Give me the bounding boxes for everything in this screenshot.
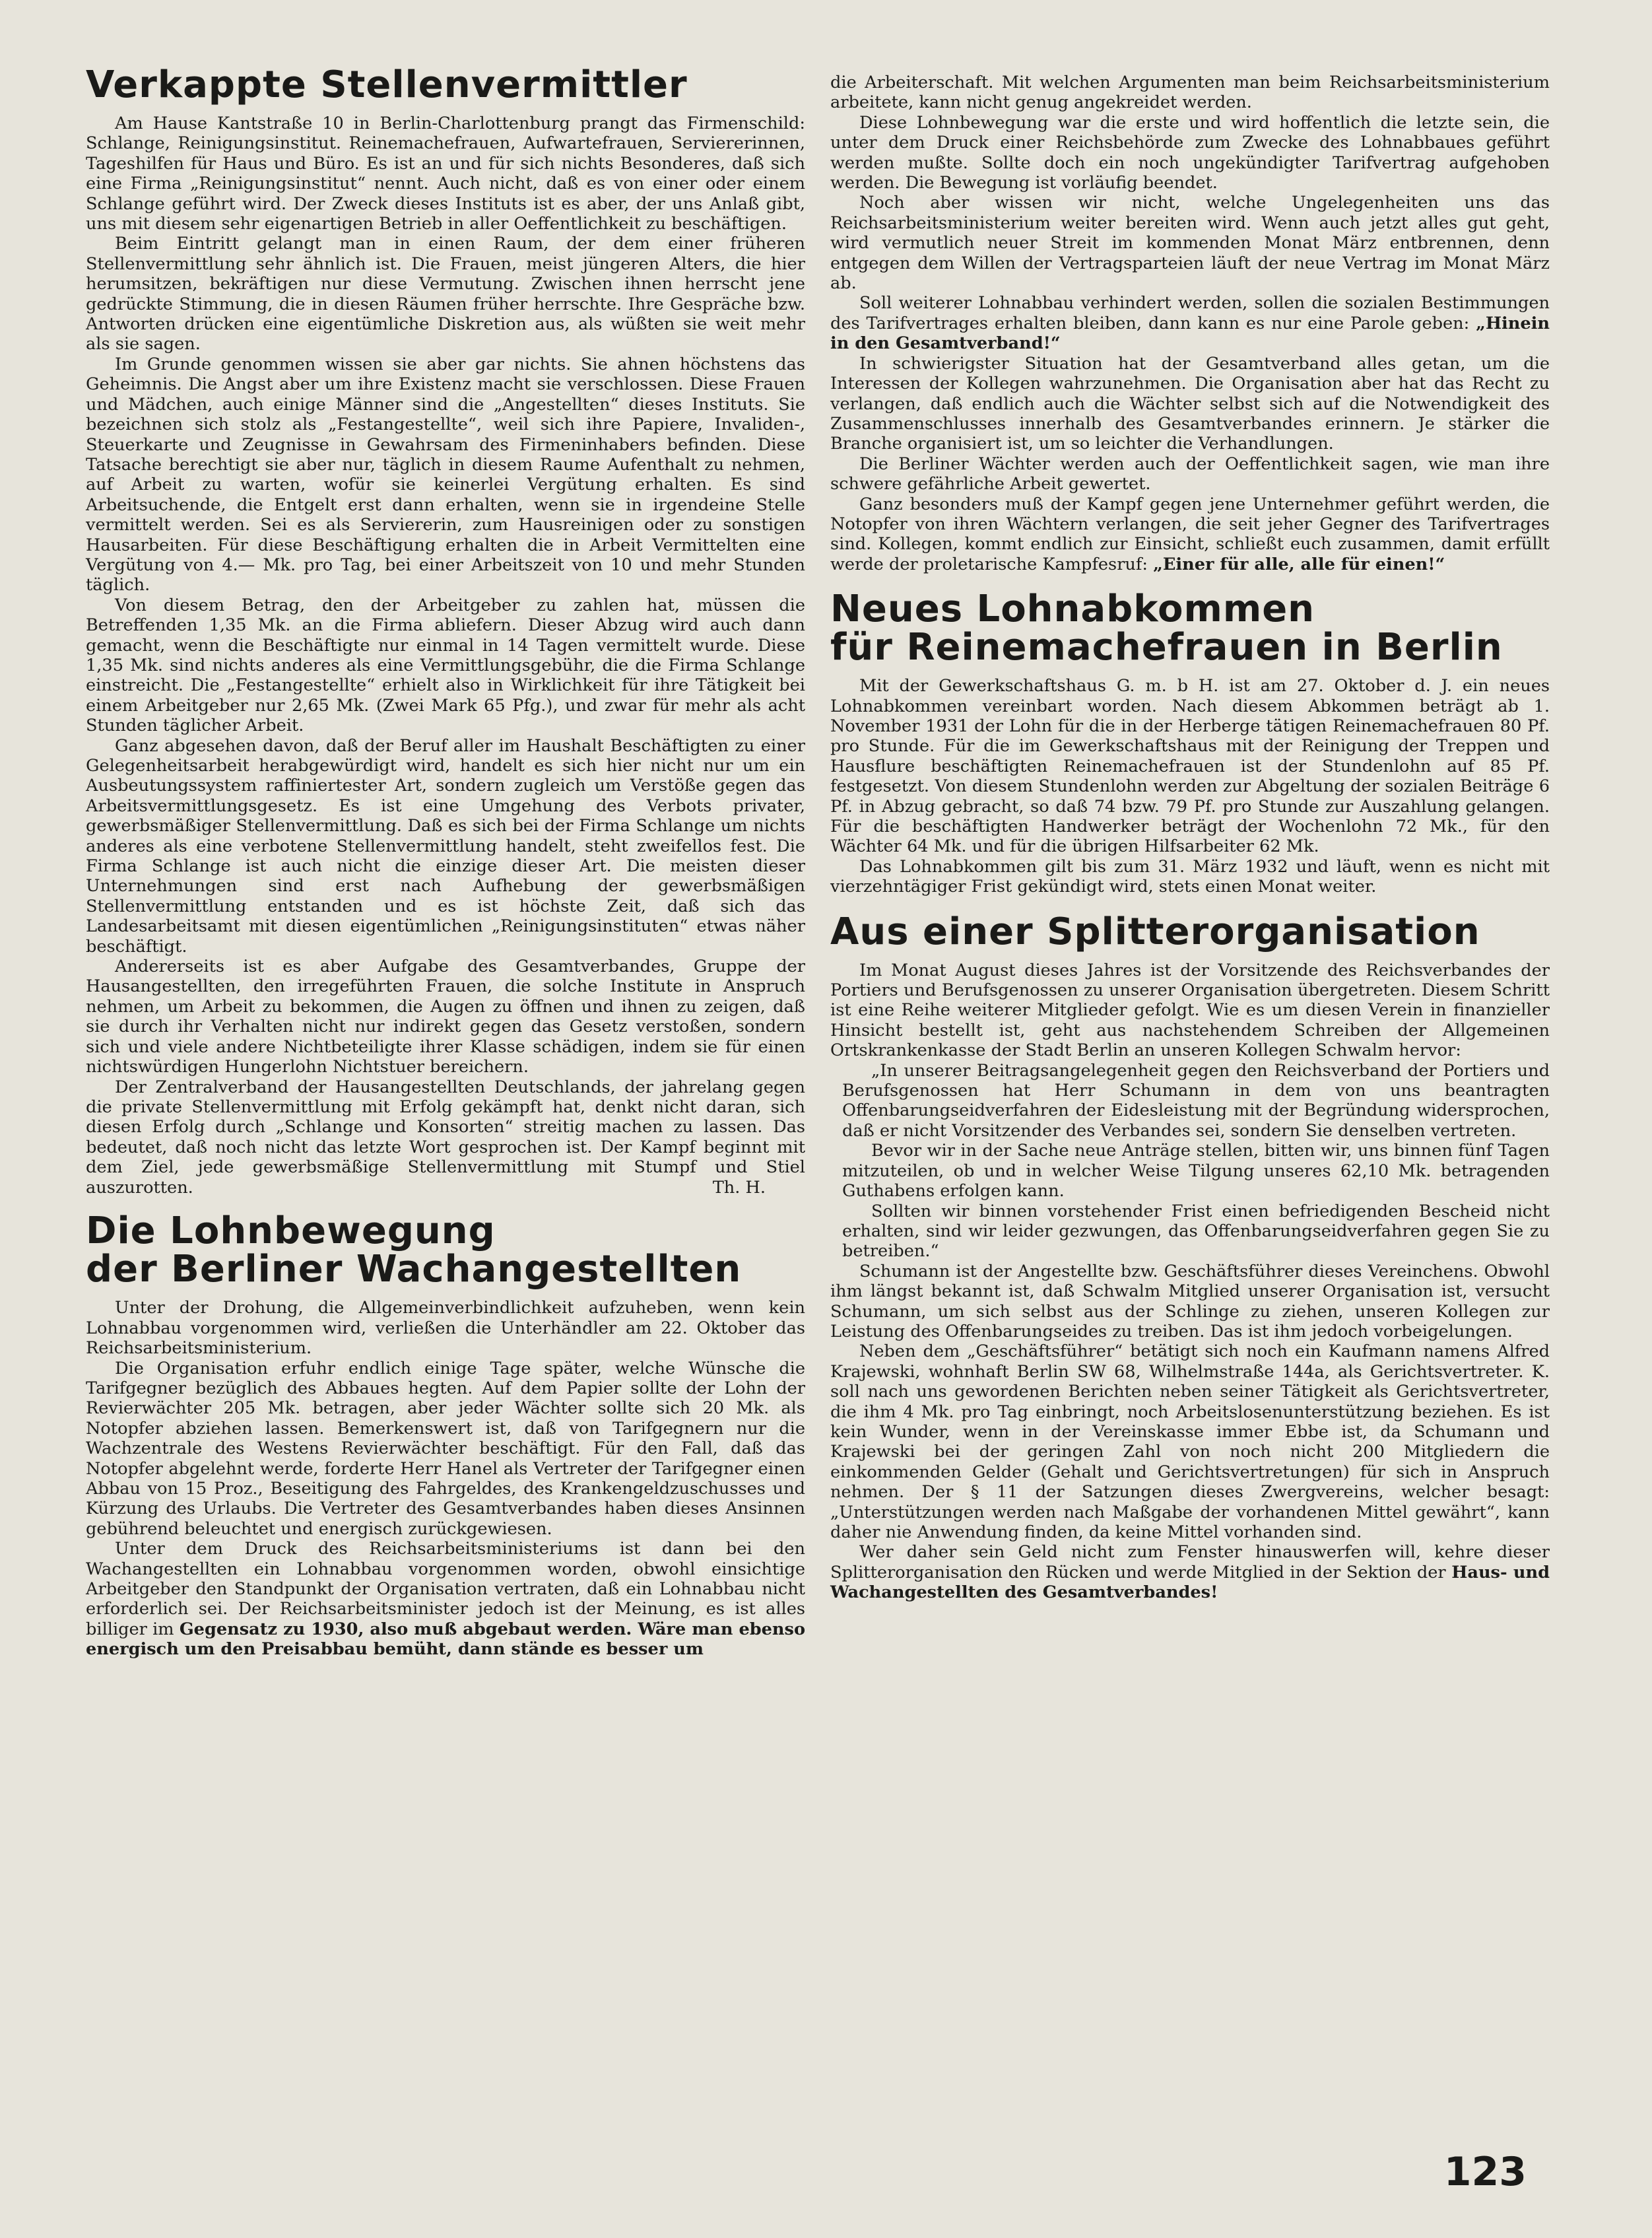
paragraph: Am Hause Kantstraße 10 in Berlin-Charlottenburg prangt das Firmenschild: Schlange, Reinigungsinstitut. Reinemachefrauen, Aufwartefrauen, Serviererinnen, Tageshilfen für Haus und Büro. Es ist an und für sich nichts Besonderes, daß sich eine Firma „Reinigungsinstitut“ nennt. Auch nicht, daß es von einer oder einem Schlange geführt wird. Der Zweck dieses Instituts ist es aber, der uns Anlaß gibt, uns mit diesem sehr eigenartigen Betrieb in aller Oeffentlichkeit zu beschäftigen. — [86, 114, 805, 234]
article-body-verkappte-stellenvermittler — [86, 114, 805, 1198]
paragraph: Beim Eintritt gelangt man in einen Raum, der dem einer früheren Stellenvermittlung sehr ähnlich ist. Die Frauen, meist jüngeren Alters, die hier herumsitzen, bekräftigen nur diese Vermutung. Zwischen ihnen herrscht jene gedrückte Stimmung, die in diesen Räumen früher herrschte. Ihre Gespräche bzw. Antworten drücken eine eigentümliche Diskretion aus, als wüßten sie weit mehr als sie sagen. — [86, 234, 805, 355]
text-bold: „Hinein in den Gesamtverband!“ — [830, 313, 1550, 354]
article-body-lohnbewegung — [86, 1298, 805, 1659]
quote-paragraph: Bevor wir in der Sache neue Anträge stellen, bitten wir, uns binnen fünf Tagen mitzuteilen, ob und in welcher Weise Tilgung unseres 62,10 Mk. betragenden Guthabens erfolgen kann. — [842, 1141, 1550, 1202]
quote-paragraph: „In unserer Beitragsangelegenheit gegen den Reichsverband der Portiers und Berufsgenossen hat Herr Schumann in dem von uns beantragten Offenbarungseidverfahren der Eidesleistung mit der Begründung widersprochen, daß er nicht Vorsitzender des Verbandes sei, sondern Sie denselben vertreten. — [842, 1060, 1550, 1141]
title-line: Die Lohnbewegung — [86, 1209, 496, 1253]
quoted-letter — [830, 1061, 1550, 1262]
text-bold: Gegensatz zu 1930, also muß abgebaut werden. Wäre man ebenso energisch um den Preisabbau bemüht, dann stände es besser um — [86, 1619, 806, 1660]
paragraph: Die Organisation erfuhr endlich einige Tage später, welche Wünsche die Tarifgegner bezüglich des Abbaues hegten. Auf dem Papier sollte der Lohn der Revierwächter 205 Mk. betragen, aber jeder Wächter sollte sich 20 Mk. als Notopfer abziehen lassen. Bemerkenswert ist, daß von Tarifgegnern nur die Wachzentrale des Westens Revierwächter beschäftigt. Für den Fall, daß das Notopfer abgelehnt werde, forderte Herr Hanel als Vertreter der Tarifgegner einen Abbau von 15 Proz., Beseitigung des Fahrgeldes, des Krankengeldzuschusses und Kürzung des Urlaubs. Die Vertreter des Gesamtverbandes haben dieses Ansinnen gebührend beleuchtet und energisch zurückgewiesen. — [86, 1358, 805, 1539]
paragraph: Der Zentralverband der Hausangestellten Deutschlands, der jahrelang gegen die private Stellenvermittlung mit Erfolg gekämpft hat, denkt nicht daran, sich diesen Erfolg durch „Schlange und Konsorten“ streitig machen zu lassen. Das bedeutet, daß noch nicht das letzte Wort gesprochen ist. Der Kampf beginnt mit dem Ziel, jede gewerbsmäßige Stellenvermittlung mit Stumpf und Stiel auszurotten. — [86, 1077, 805, 1198]
paragraph — [830, 494, 1550, 575]
paragraph: Unter der Drohung, die Allgemeinverbindlichkeit aufzuheben, wenn kein Lohnabbau vorgenommen wird, verließen die Unterhändler am 22. Oktober das Reichsarbeitsministerium. — [86, 1298, 805, 1359]
page-number: 123 — [1443, 2149, 1527, 2195]
right-column — [830, 73, 1550, 1603]
title-line: Neues Lohnabkommen — [830, 588, 1315, 631]
article-title-neues-lohnabkommen — [830, 590, 1550, 667]
article-title-splitterorganisation: Aus einer Splitterorganisation — [830, 910, 1480, 953]
paragraph: Diese Lohnbewegung war die erste und wird hoffentlich die letzte sein, die unter dem Druck einer Reichsbehörde zum Zwecke des Lohnabbaues geführt werden mußte. Sollte doch ein noch ungekündigter Tarifvertrag aufgehoben werden. Die Bewegung ist vorläufig beendet. — [830, 112, 1550, 193]
paragraph: Ganz abgesehen davon, daß der Beruf aller im Haushalt Beschäftigten zu einer Gelegenheitsarbeit herabgewürdigt wird, handelt es sich hier nicht nur um ein Ausbeutungssystem raffiniertester Art, sondern zugleich um Verstöße gegen das Arbeitsvermittlungsgesetz. Es ist eine Umgehung des Verbots privater, gewerbsmäßiger Stellenvermittlung. Daß es sich bei der Firma Schlange um nichts anderes als eine verbotene Stellenvermittlung handelt, steht zweifellos fest. Die Firma Schlange ist auch nicht die einzige dieser Art. Die meisten dieser Unternehmungen sind erst nach Aufhebung der gewerbsmäßigen Stellenvermittlung entstanden und es ist höchste Zeit, daß sich das Landesarbeitsamt mit diesen eigentümlichen „Reinigungsinstituten“ etwas näher beschäftigt. — [86, 735, 805, 957]
text-normal: Ganz besonders muß der Kampf gegen jene Unternehmer geführt werden, die Notopfer von ihren Wächtern verlangen, die seit jeher Gegner des Tarifvertrages sind. Kollegen, kommt endlich zur Einsicht, schließt euch zusammen, damit erfüllt werde der proletarische Kampfesruf: — [830, 494, 1550, 574]
left-column — [86, 63, 806, 1660]
paragraph: Schumann ist der Angestellte bzw. Geschäftsführer dieses Vereinchens. Obwohl ihm längst bekannt ist, daß Schwalm Mitglied unserer Organisation ist, versucht Schumann, um sich selbst aus der Schlinge zu ziehen, unseren Kollegen zur Leistung des Offenbarungseides zu treiben. Das ist ihm jedoch vorbeigelungen. — [830, 1261, 1550, 1341]
article-continuation-lohnbewegung — [830, 73, 1550, 574]
paragraph: Das Lohnabkommen gilt bis zum 31. März 1932 und läuft, wenn es nicht mit vierzehntägiger Frist gekündigt wird, stets einen Monat weiter. — [830, 856, 1550, 897]
paragraph: In schwierigster Situation hat der Gesamtverband alles getan, um die Interessen der Kollegen wahrzunehmen. Die Organisation aber hat das Recht zu verlangen, daß endlich auch die Wächter selbst sich auf die Notwendigkeit des Zusammenschlusses innerhalb des Gesamtverbandes erinnern. Je stärker die Branche organisiert ist, um so leichter die Verhandlungen. — [830, 353, 1550, 454]
text-normal: Unter dem Druck des Reichsarbeitsministeriums ist dann bei den Wachangestellten ein Lohnabbau vorgenommen worden, obwohl einsichtige Arbeitgeber den Standpunkt der Organisation vertraten, daß ein Lohnabbau nicht erforderlich sei. Der Reichsarbeitsminister jedoch ist der Meinung, es ist alles billiger im — [86, 1539, 805, 1639]
paragraph: Von diesem Betrag, den der Arbeitgeber zu zahlen hat, müssen die Betreffenden 1,35 Mk. an die Firma abliefern. Dieser Abzug wird auch dann gemacht, wenn die Beschäftigte nur einmal in 14 Tagen vermittelt wurde. Diese 1,35 Mk. sind nichts anderes als eine Vermittlungsgebühr, die die Firma Schlange einstreicht. Die „Festangestellte“ erhielt also in Wirklichkeit für ihre Tätigkeit bei einem Arbeitgeber nur 2,65 Mk. (Zwei Mark 65 Pfg.), und zwar für mehr als acht Stunden täglicher Arbeit. — [86, 595, 805, 736]
article-body-splitterorganisation — [830, 961, 1550, 1603]
paragraph — [830, 293, 1550, 353]
title-line: für Reinemachefrauen in Berlin — [830, 626, 1503, 669]
paragraph: Die Berliner Wächter werden auch der Oeffentlichkeit sagen, wie man ihre schwere gefährliche Arbeit gewertet. — [830, 454, 1550, 494]
paragraph — [830, 1542, 1550, 1602]
paragraph: Noch aber wissen wir nicht, welche Ungelegenheiten uns das Reichsarbeitsministerium weiter bereiten wird. Wenn auch jetzt alles gut geht, wird vermutlich neuer Streit im kommenden Monat März entbrennen, denn entgegen dem Willen der Vertragsparteien läuft der neue Vertrag im Monat März ab. — [830, 193, 1550, 294]
paragraph: die Arbeiterschaft. Mit welchen Argumenten man beim Reichsarbeitsministerium arbeitete, kann nicht genug angekreidet werden. — [830, 73, 1550, 113]
paragraph — [86, 1539, 805, 1659]
article-title-lohnbewegung — [86, 1209, 805, 1291]
paragraph: Neben dem „Geschäftsführer“ betätigt sich noch ein Kaufmann namens Alfred Krajewski, wohnhaft Berlin SW 68, Wilhelmstraße 144a, als Gerichtsvertreter. K. soll nach uns gewordenen Berichten neben seiner Tätigkeit als Gerichtsvertreter, die ihm 4 Mk. pro Tag einbringt, noch Arbeitslosenunterstützung beziehen. Es ist kein Wunder, wenn in der Vereinskasse immer Ebbe ist, da Schumann und Krajewski bei der geringen Zahl von noch nicht 200 Mitgliedern die einkommenden Gelder (Gehalt und Gerichtsvertretungen) für sich in Anspruch nehmen. Der § 11 der Satzungen dieses Zwergvereins, welcher besagt: „Unterstützungen werden nach Maßgabe der vorhandenen Mittel gewährt“, kann daher nie Anwendung finden, da keine Mittel vorhanden sind. — [830, 1341, 1550, 1542]
text-bold: „Einer für alle, alle für einen!“ — [1153, 554, 1445, 574]
article-title-verkappte-stellenvermittler: Verkappte Stellenvermittler — [86, 63, 688, 106]
text-normal: Wer daher sein Geld nicht zum Fenster hinauswerfen will, kehre dieser Splitterorganisation den Rücken und werde Mitglied in der Sektion der — [830, 1542, 1550, 1582]
paragraph: Mit der Gewerkschaftshaus G. m. b H. ist am 27. Oktober d. J. ein neues Lohnabkommen vereinbart worden. Nach diesem Abkommen beträgt ab 1. November 1931 der Lohn für die in der Herberge tätigen Reinemachefrauen 80 Pf. pro Stunde. Für die im Gewerkschaftshaus mit der Reinigung der Treppen und Hausflure beschäftigten Reinemachefrauen ist der Stundenlohn auf 85 Pf. festgesetzt. Von diesem Stundenlohn werden zur Abgeltung der sozialen Beiträge 6 Pf. in Abzug gebracht, so daß 74 bzw. 79 Pf. pro Stunde zur Auszahlung gelangen. Für die beschäftigten Handwerker beträgt der Wochenlohn 72 Mk., für den Wächter 64 Mk. und für die übrigen Hilfsarbeiter 62 Mk. — [830, 676, 1550, 857]
text-bold: Haus- und Wachangestellten des Gesamtverbandes! — [830, 1562, 1550, 1603]
paragraph: Im Monat August dieses Jahres ist der Vorsitzende des Reichsverbandes der Portiers und Berufsgenossen zu unserer Organisation übergetreten. Diesem Schritt ist eine Reihe weiterer Mitglieder gefolgt. Wie es um diesen Verein in finanzieller Hinsicht bestellt ist, geht aus nachstehendem Schreiben der Allgemeinen Ortskrankenkasse der Stadt Berlin an unseren Kollegen Schwalm hervor: — [830, 960, 1550, 1061]
text-normal: Soll weiterer Lohnabbau verhindert werden, sollen die sozialen Bestimmungen des Tarifvertrages erhalten bleiben, dann kann es nur eine Parole geben: — [830, 293, 1550, 333]
paragraph: Andererseits ist es aber Aufgabe des Gesamtverbandes, Gruppe der Hausangestellten, den irregeführten Frauen, die solche Institute in Anspruch nehmen, um Arbeit zu bekommen, die Augen zu öffnen und ihnen zu zeigen, daß sie durch ihr Verhalten nicht nur indirekt gegen das Gesetz verstoßen, sondern sich und viele andere Nichtbeteiligte ihrer Klasse schädigen, indem sie für einen nichtswürdigen Hungerlohn Nichtstuer bereichern. — [86, 957, 805, 1077]
paragraph: Im Grunde genommen wissen sie aber gar nichts. Sie ahnen höchstens das Geheimnis. Die Angst aber um ihre Existenz macht sie verschlossen. Diese Frauen und Mädchen, auch einige Männer sind die „Angestellten“ dieses Instituts. Sie bezeichnen sich stolz als „Festangestellte“, weil sich ihre Papiere, Invaliden-, Steuerkarte und Zeugnisse in Gewahrsam des Firmeninhabers befinden. Diese Tatsache berechtigt sie aber nur, täglich in diesem Raume Aufenthalt zu nehmen, auf Arbeit zu warten, wofür sie keinerlei Vergütung erhalten. Es sind Arbeitsuchende, die Entgelt erst dann erhalten, wenn sie in irgendeine Stelle vermittelt werden. Sei es als Serviererin, zum Hausreinigen oder zu sonstigen Hausarbeiten. Für diese Beschäftigung erhalten die in Arbeit Vermittelten eine Vergütung von 4.— Mk. pro Tag, bei einer Arbeitszeit von 10 und mehr Stunden täglich. — [86, 354, 805, 595]
quote-paragraph: Sollten wir binnen vorstehender Frist einen befriedigenden Bescheid nicht erhalten, sind wir leider gezwungen, das Offenbarungseidverfahren gegen Sie zu betreiben.“ — [842, 1201, 1550, 1262]
author-signature: Th. H. — [712, 1177, 766, 1198]
title-line: der Berliner Wachangestellten — [86, 1248, 742, 1291]
article-body-neues-lohnabkommen — [830, 676, 1550, 897]
